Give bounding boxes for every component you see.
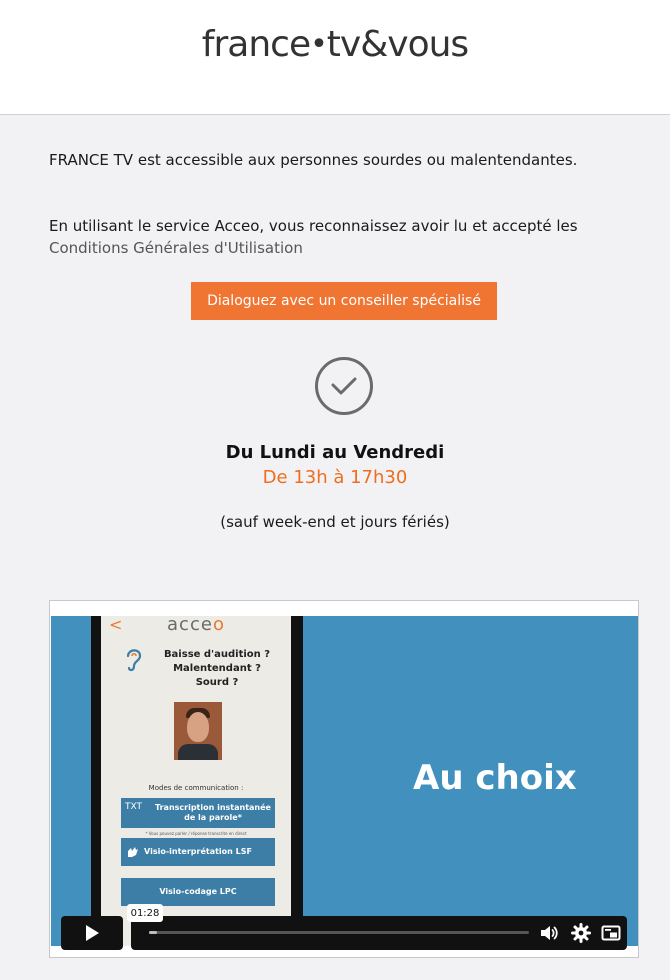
terms-link[interactable]: Conditions Générales d'Utilisation — [49, 239, 303, 257]
schedule-note: (sauf week-end et jours fériés) — [220, 513, 450, 531]
check-circle-icon — [314, 356, 374, 416]
option-transcription-note: * Vous pouvez parler / réponse transcrite en direct — [145, 831, 247, 836]
option-lsf — [121, 838, 275, 866]
play-icon — [82, 923, 102, 943]
phone-mockup — [91, 616, 303, 946]
chat-advisor-button[interactable]: Dialoguez avec un conseiller spécialisé — [191, 282, 497, 320]
settings-icon[interactable] — [571, 923, 591, 943]
schedule-hours: De 13h à 17h30 — [262, 467, 408, 488]
advisor-portrait — [174, 702, 222, 760]
acceo-logo — [101, 614, 291, 635]
play-button[interactable] — [61, 916, 123, 950]
acceo-logo-text: acce — [167, 614, 213, 635]
video-headline: Au choix — [413, 758, 577, 798]
terms-text — [49, 215, 639, 259]
txt-icon: TXT — [125, 802, 143, 812]
progress-fill — [149, 931, 157, 934]
back-chevron-icon: < — [109, 615, 123, 634]
logo-text-tv-vous: tv&vous — [326, 24, 469, 65]
control-bar — [131, 916, 627, 950]
ear-icon — [123, 646, 145, 674]
terms-sentence: En utilisant le service Acceo, vous reconnaissez avoir lu et accepté les — [49, 217, 578, 235]
modes-title: Modes de communication : — [148, 784, 244, 792]
progress-bar[interactable] — [149, 931, 529, 934]
option-lpc-label: Visio-codage LPC — [159, 887, 237, 896]
video-player[interactable] — [49, 600, 639, 958]
intro-text: FRANCE TV est accessible aux personnes sourdes ou malentendantes. — [49, 151, 578, 169]
logo-dot: • — [310, 27, 327, 62]
app-question: Baisse d'audition ? Malentendant ? Sourd ? — [163, 649, 271, 688]
video-frame[interactable] — [51, 616, 639, 946]
logo-text-france: france — [201, 24, 311, 65]
option-lsf-label: Visio-interprétation LSF — [144, 847, 252, 856]
option-transcription — [121, 798, 275, 828]
option-transcription-label: Transcription instantanée de la parole* — [155, 803, 271, 822]
schedule-days: Du Lundi au Vendredi — [225, 442, 445, 463]
app-header — [101, 616, 291, 634]
time-tooltip: 01:28 — [127, 904, 163, 922]
header — [0, 0, 670, 115]
app-screen — [101, 616, 291, 946]
volume-icon[interactable] — [539, 923, 559, 943]
picture-in-picture-icon[interactable] — [601, 923, 621, 943]
acceo-logo-ring: o — [212, 614, 225, 635]
sign-language-icon — [126, 845, 140, 859]
france-tv-logo[interactable] — [0, 24, 670, 65]
option-lpc — [121, 878, 275, 906]
